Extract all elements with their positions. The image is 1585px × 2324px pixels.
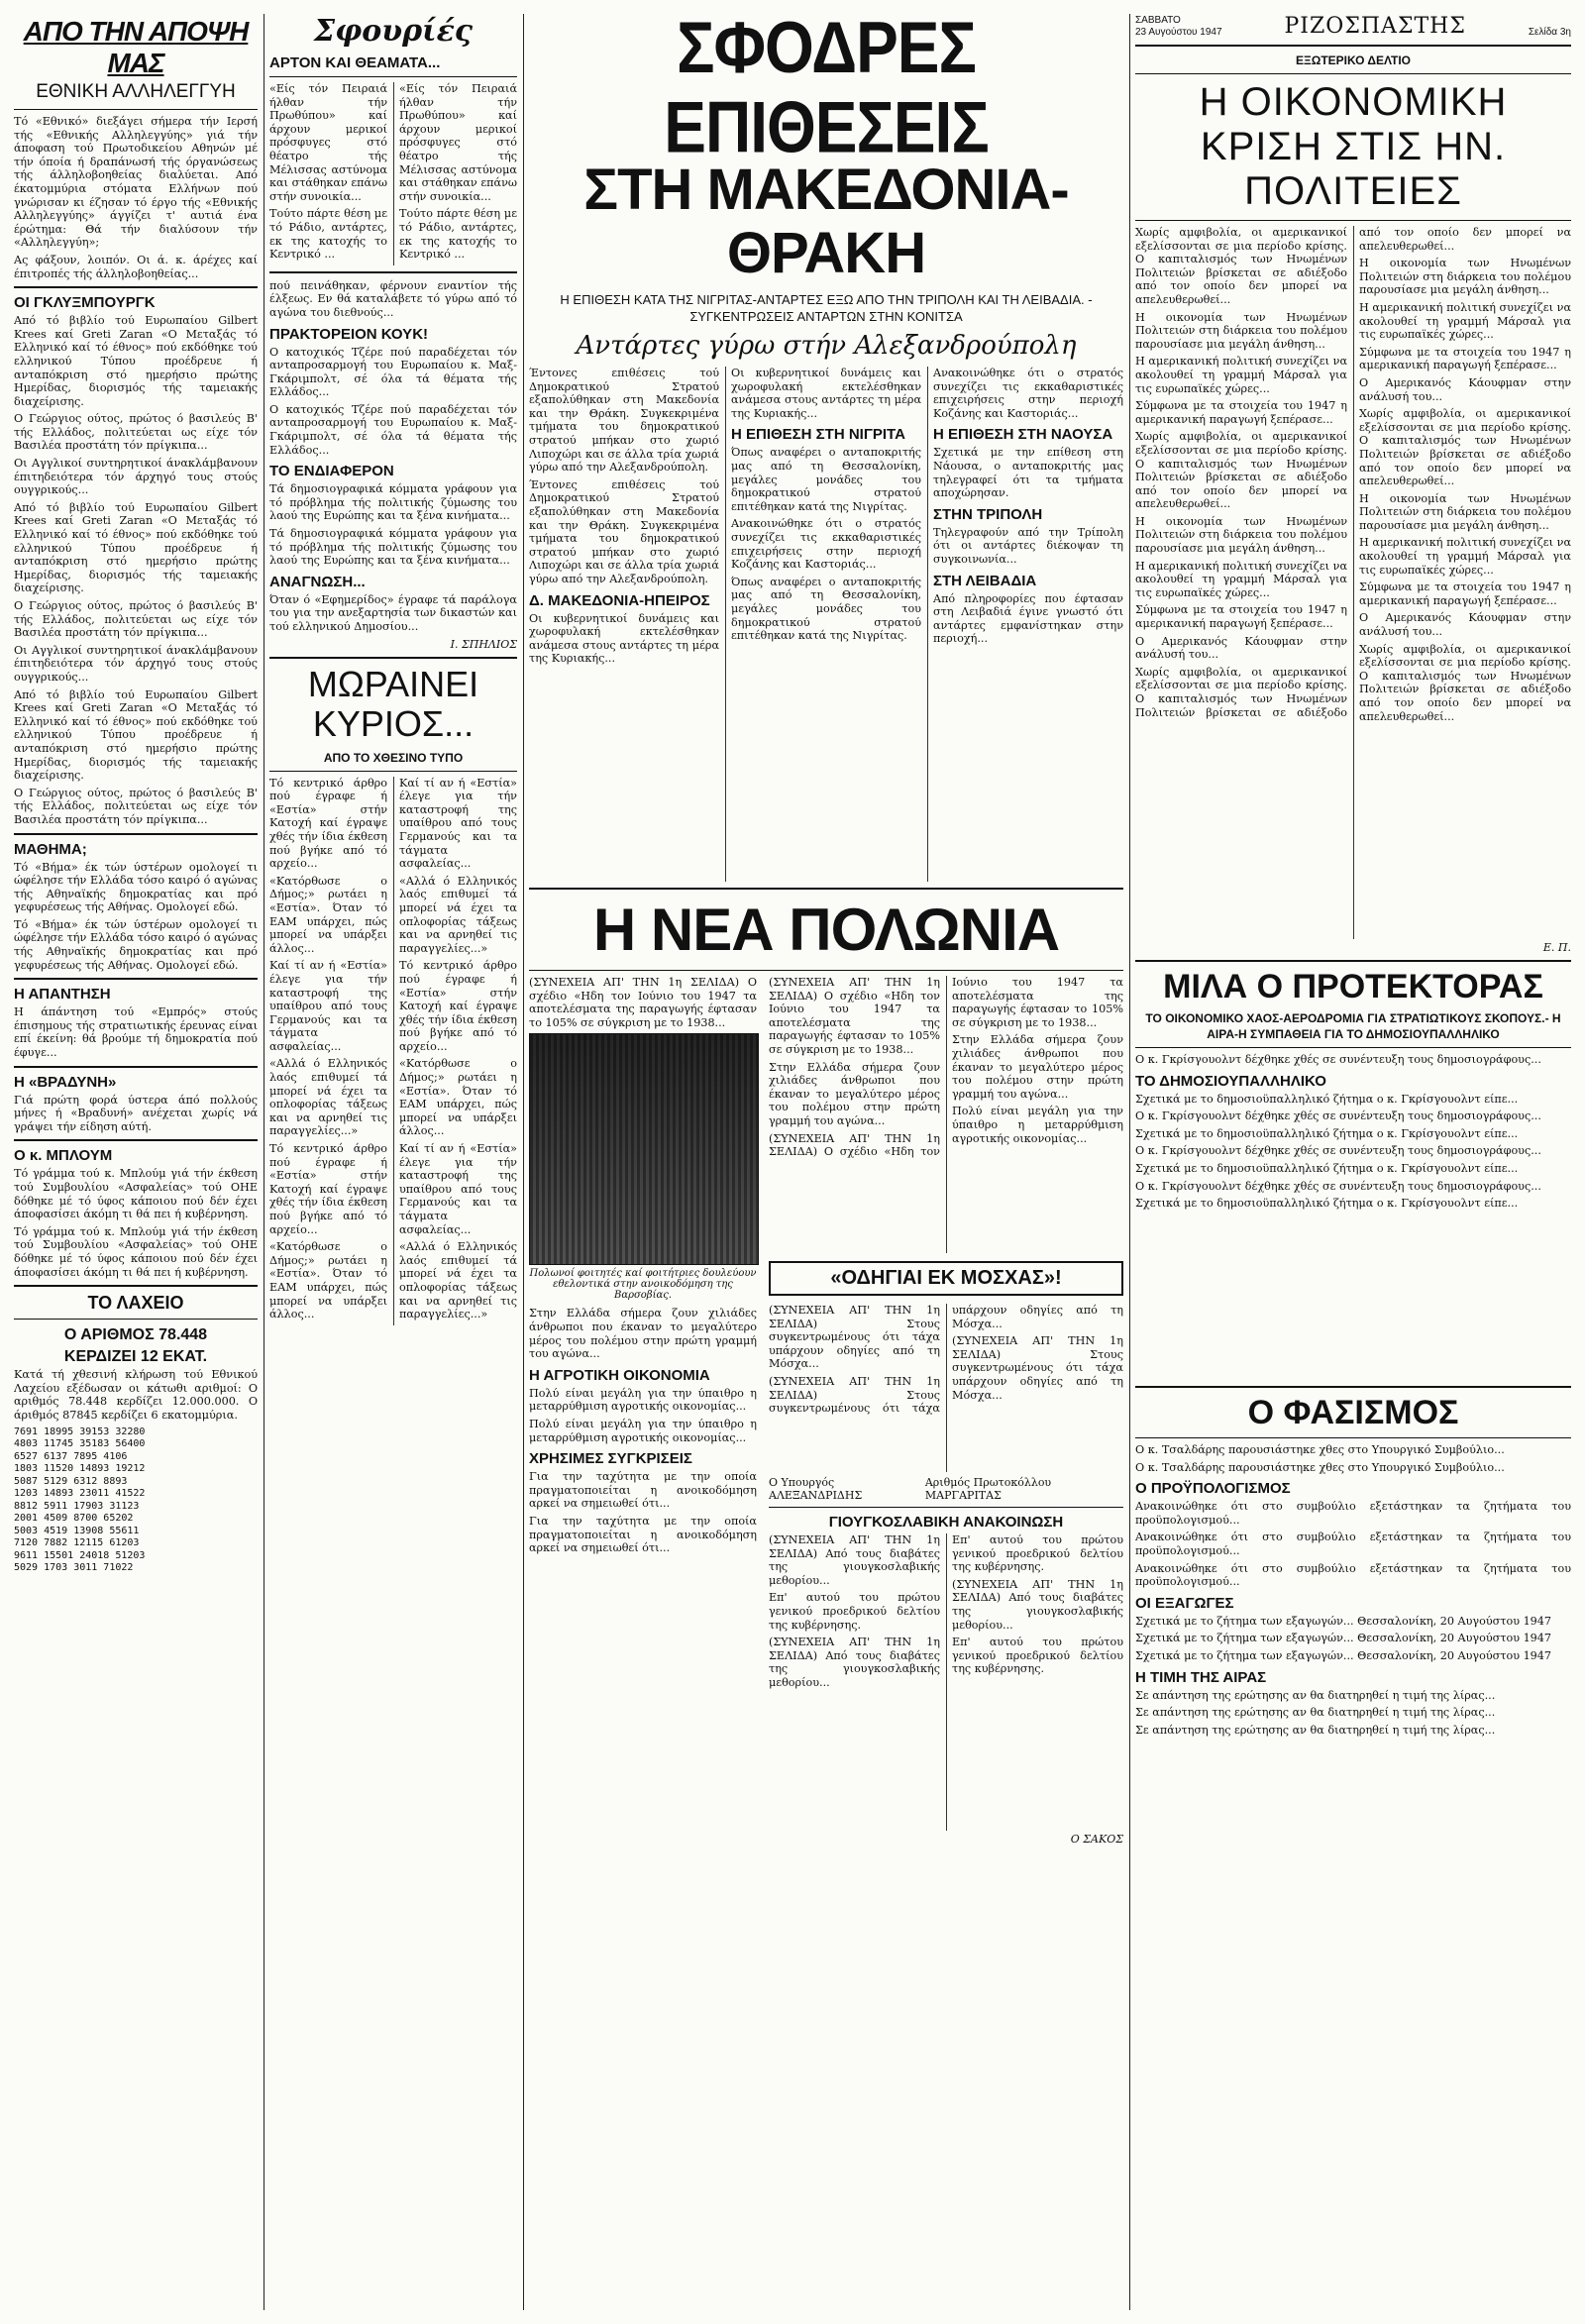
paragraph: (ΣΥΝΕΧΕΙΑ ΑΠ' ΤΗΝ 1η ΣΕΛΙΔΑ) Από τους διαβάτες της γιουγκοσλαβικής μεθορίου...	[769, 1636, 940, 1689]
section-heading: ΣΤΗ ΛΕΙΒΑΔΙΑ	[933, 572, 1037, 589]
masthead	[1135, 14, 1571, 39]
paragraph: Κατά τή χθεσινή κλήρωση τού Εθνικού Λαχείου εξέδωσαν οι κάτωθι αριθμοί: Ο αριθμός 78.448 κερδίζει 12.000.000. Ο άριθμός 87845 κερδίζει 6 εκατομμύρια.	[14, 1368, 258, 1422]
section-heading: ΑΡΤΟΝ ΚΑΙ ΘΕΑΜΑΤΑ...	[269, 54, 441, 71]
paragraph: Σε απάντηση της ερώτησης αν θα διατηρηθεί η τιμή της λίρας...	[1135, 1723, 1496, 1737]
paragraph: Ας φάξουν, λοιπόν. Οι ά. κ. άρέχες καί έπιτροπές τής άλληλοβοηθείας...	[14, 253, 258, 280]
paragraph: Όπως αναφέρει ο ανταποκριτής μας από τη Θεσσαλονίκη, μεγάλες μονάδες του δημοκρατικού στρατού επιτέθηκαν κατά της Νιγρίτας.	[731, 446, 921, 513]
section-label: ΕΞΩΤΕΡΙΚΟ ΔΕΛΤΙΟ	[1296, 53, 1411, 67]
lottery-prize: ΚΕΡΔΙΖΕΙ 12 ΕΚΑΤ.	[63, 1348, 208, 1366]
paragraph: Χωρίς αμφιβολία, οι αμερικανικοί εξελίσσονται σε μια περίοδο κρίσης. Ο καπιταλισμός των Ηνωμένων Πολιτειών βρίσκεται σε αδιέξοδο από τον οποίο δεν μπορεί να απελευθερωθεί...	[1359, 407, 1571, 488]
main-headline: ΣΦΟΔΡΕΣ ΕΠΙΘΕΣΕΙΣ	[664, 14, 989, 168]
paragraph: Πολύ είναι μεγάλη για την ύπαιθρο η μεταρρύθμιση αγροτικής οικονομίας...	[529, 1386, 757, 1414]
section-heading: ΤΟ ΕΝΔΙΑΦΕΡΟΝ	[269, 463, 394, 480]
section-heading: ΧΡΗΣΙΜΕΣ ΣΥΓΚΡΙΣΕΙΣ	[529, 1450, 692, 1468]
paragraph: Όταν ό «Εφημερίδος» έγραφε τά παράλογα του για την ανεξαρτησία των δικαστών και τού ελληνικού Δημοσίου...	[269, 592, 517, 633]
paragraph: Τηλεγραφούν από την Τρίπολη ότι οι αντάρτες διέκοψαν τη συγκοινωνία...	[933, 525, 1123, 566]
paragraph: «Αλλά ό Ελληνικός λαός επιθυμεί τά μπορεί νά έχει τα οπλοφορίας τάξεως και να αρνηθεί τις παραγγελίες...»	[399, 1240, 517, 1321]
paragraph: Ο κ. Γκρίσγουολντ δέχθηκε χθές σε συνέντευξη τους δημοσιογράφους...	[1135, 1053, 1541, 1066]
paragraph: (ΣΥΝΕΧΕΙΑ ΑΠ' ΤΗΝ 1η ΣΕΛΙΔΑ) Στους συγκεντρωμένους ότι τάχα υπάρχουν οδηγίες από τη Μόσχα...	[769, 1304, 1123, 1416]
paragraph: Οι Αγγλικοί συντηρητικοί άνακλάμβανουν έπιτηδειότερα τόν άρχηγό τους στούς ουγγρικούς...	[14, 457, 258, 497]
paragraph: Ο Γεώργιος ούτος, πρώτος ό βασιλεύς Β' τής Ελλάδος, πολιτεύεται ως είχε τόν Βασιλέα προστάτη τόν πρίγκιπα...	[14, 599, 258, 640]
paragraph: Σχετικά με την επίθεση στη Νάουσα, ο ανταποκριτής μας τηλεγραφεί ότι τα τμήματα αποχώρησαν.	[933, 446, 1123, 500]
paragraph: (ΣΥΝΕΧΕΙΑ ΑΠ' ΤΗΝ 1η ΣΕΛΙΔΑ) Ο σχέδιο «Ηδη τον Ιούνιο του 1947 τα αποτελέσματα της παραγωγής έφτασαν το 105% σε σύγκριση με το 1938...	[769, 976, 1123, 1159]
lottery-heading: ΤΟ ΛΑΧΕΙΟ	[87, 1293, 184, 1314]
paragraph: «Αλλά ό Ελληνικός λαός επιθυμεί τά μπορεί νά έχει τα οπλοφορίας τάξεως και να αρνηθεί τις παραγγελίες...»	[269, 1057, 387, 1138]
paragraph: Ο κατοχικός Τζέρε πού παραδέχεται τόν ανταπροσαρμογή του Ευρωπαίου κ. Μαξ-Γκάριμπολτ, σέ όλα τά θέματα τής Ελλάδος...	[269, 345, 517, 399]
section-heading: Η ΕΠΙΘΕΣΗ ΣΤΗ ΝΙΓΡΙΤΑ	[731, 426, 905, 444]
section-heading: ΟΙ ΓΚΛΥΞΜΠΟΥΡΓΚ	[14, 294, 156, 312]
paragraph: Τό γράμμα τού κ. Μπλούμ γιά τήν έκθεση τού Συμβουλίου «Ασφαλείας» τού ΟΗΕ δόθηκε μέ τό ύφος κάποιου πού δέν έχει άποφασίσει άκόμη τι θά πει ή κυβέρνηση.	[14, 1167, 258, 1221]
paragraph: Ο Αμερικανός Κάουφμαν στην ανάλυσή του...	[1359, 611, 1571, 639]
paragraph: Σχετικά με το δημοσιοϋπαλληλικό ζήτημα ο κ. Γκρίσγουολντ είπε...	[1135, 1161, 1519, 1175]
masthead-title: ΡΙΖΟΣΠΑΣΤΗΣ	[1284, 14, 1466, 39]
section-heading: ΜΑΘΗΜΑ;	[14, 840, 87, 858]
paragraph: Η αμερικανική πολιτική συνεχίζει να ακολουθεί τη γραμμή Μάρσαλ για τις ευρωπαϊκές χώρες...	[1359, 300, 1571, 342]
column-editorial	[14, 14, 258, 2310]
paragraph: Ο κ. Τσαλδάρης παρουσιάστηκε χθες στο Υπουργικό Συμβούλιο...	[1135, 1460, 1505, 1474]
lottery-number-table: 7691 18995 39153 32280 4803 11745 35183 56400 6527 6137 7895 4106 1803 11520 14893 19212 5087 5129 6312 8893 1203 14893 23011 41522 8812 5911 17903 31123 2001 4509 8700 65202 5003 4519 13908 55611 7120 7882 12115 61203 9611 15501 24018 51203 5029 1703 3011 71022	[14, 1426, 146, 1574]
headline-protector: ΜΙΛΑ Ο ΠΡΟΤΕΚΤΟΡΑΣ	[1163, 968, 1543, 1005]
paragraph: Η οικονομία των Ηνωμένων Πολιτειών στη διάρκεια του πολέμου παρουσίασε μια μεγάλη άνθηση...	[1359, 257, 1571, 297]
column-commentary	[269, 14, 517, 2310]
paragraph: «Αλλά ό Ελληνικός λαός επιθυμεί τά μπορεί νά έχει τα οπλοφορίας τάξεως και να αρνηθεί τις παραγγελίες...»	[399, 874, 517, 955]
paragraph: Τά δημοσιογραφικά κόμματα γράφουν για τό πρόβλημα τής πολιτικής ζύμωσης του λαού της Ευρώπης και τα ξένα κινήματα...	[269, 482, 517, 523]
paragraph: Τούτο πάρτε θέση με τό Ράδιο, αντάρτες, εκ της κατοχής το Κεντρικό ...	[269, 207, 387, 262]
paragraph: «Κατόρθωσε ο Δήμος;» ρωτάει η «Εστία». Όταν τό ΕΑΜ υπάρχει, πώς μπορεί να υπάρξει άλλος...	[269, 1240, 387, 1321]
paragraph: Τό «Βήμα» έκ τών ύστέρων ομολογεί τι ώφέλησε τήν Ελλάδα τόσο καιρό ό αγώνας τής Αθηναϊκής δημοκρατίας και πρό γεφυρέσεως τής Αθήνας. Ομολογεί εδώ.	[14, 917, 258, 972]
masthead-date: 23 Αυγούστου 1947	[1135, 27, 1222, 38]
paragraph: «Είς τόν Πειραιά ήλθαν τήν Πρωθύπου» καί άρχουν μερικοί πρόσφυγες στό θέατρο τής Μέλισσας αστύνομα και στάθηκαν επάνω στήν συνοικία...	[399, 82, 517, 203]
paragraph: Η οικονομία των Ηνωμένων Πολιτειών στη διάρκεια του πολέμου παρουσίασε μια μεγάλη άνθηση...	[1135, 514, 1347, 556]
paragraph: (ΣΥΝΕΧΕΙΑ ΑΠ' ΤΗΝ 1η ΣΕΛΙΔΑ) Ο σχέδιο «Ηδη τον Ιούνιο του 1947 τα αποτελέσματα της παραγωγής έφτασαν το 105% σε σύγκριση με το 1938...	[769, 976, 940, 1056]
masthead-page: Σελίδα 3η	[1528, 27, 1571, 38]
paragraph: Η οικονομία των Ηνωμένων Πολιτειών στη διάρκεια του πολέμου παρουσίασε μια μεγάλη άνθηση...	[1135, 310, 1347, 351]
section-heading: ΤΟ ΔΗΜΟΣΙΟΥΠΑΛΛΗΛΙΚΟ	[1135, 1072, 1326, 1090]
paragraph: Από τό βιβλίο τού Ευρωπαίου Gilbert Krees καί Greti Zaran «Ο Μεταξάς τό Ελληνικό καί τό έθνος» πού εκδόθηκε τού ελληνικού Τύπου προέδρευε ή ανταπόκριση στό ημερήσιο πρώτης Ημερίδας, διορισμός τής ταμειακής διαχείρισης.	[14, 500, 258, 595]
main-headline-line2: ΣΤΗ ΜΑΚΕΔΟΝΙΑ-ΘΡΑΚΗ	[583, 158, 1069, 285]
signature-minister: Ο Υπουργός ΑΛΕΞΑΝΔΡΙΔΗΣ	[769, 1476, 863, 1502]
paragraph: Η αμερικανική πολιτική συνεχίζει να ακολουθεί τη γραμμή Μάρσαλ για τις ευρωπαϊκές χώρες...	[1359, 536, 1571, 577]
paragraph: Σχετικά με το δημοσιοϋπαλληλικό ζήτημα ο κ. Γκρίσγουολντ είπε...	[1135, 1092, 1519, 1106]
paragraph: Έντονες επιθέσεις τού Δημοκρατικού Στρατού εξαπολύθηκαν στη Μακεδονία και την Θράκη. Συγκεκριμένα τμήματα του δημοκρατικού στρατού μπήκαν στο χωριό Λιποχώρι και σε άλλα τρία χωριά γύρω από την Αλεξανδρούπολη.	[529, 477, 719, 585]
paragraph: Ο Αμερικανός Κάουφμαν στην ανάλυσή του...	[1135, 634, 1347, 662]
boxed-headline-moscow: «ΟΔΗΓΙΑΙ ΕΚ ΜΟΣΧΑΣ»!	[769, 1261, 1123, 1296]
paragraph: Σύμφωνα με τα στοιχεία του 1947 η αμερικανική παραγωγή ξεπέρασε...	[1359, 345, 1571, 372]
paragraph: «Είς τόν Πειραιά ήλθαν τήν Πρωθύπου» καί άρχουν μερικοί πρόσφυγες στό θέατρο τής Μέλισσας αστύνομα και στάθηκαν επάνω στήν συνοικία...	[269, 82, 387, 203]
paragraph: πού πεινάθηκαν, φέρνουν εναντίον τής έλξεως. Εν θά καταλάβετε τό γύρω από τό αγώνα του διεθνούς...	[269, 278, 517, 319]
paragraph: Καί τί αν ή «Εστία» έλεγε για τήν καταστροφή της υπαίθρου από τους Γερμανούς και τα τάγματα ασφαλείας...	[399, 1142, 517, 1236]
paragraph: Τό κεντρικό άρθρο πού έγραφε ή «Εστία» στήν Κατοχή καί έγραψε χθές τήν ίδια έκθεση πού βγήκε από τό αρχείο...	[399, 959, 517, 1053]
paragraph: Επ' αυτού του πρώτου γενικού προεδρικού δελτίου της κυβέρνησης.	[952, 1533, 1123, 1574]
paragraph: Ο κ. Γκρίσγουολντ δέχθηκε χθές σε συνέντευξη τους δημοσιογράφους...	[1135, 1144, 1541, 1158]
section-heading: Ο ΠΡΟΫΠΟΛΟΓΙΣΜΟΣ	[1135, 1480, 1291, 1498]
section-heading: Η «ΒΡΑΔΥΝΗ»	[14, 1073, 117, 1091]
paragraph: Έντονες επιθέσεις τού Δημοκρατικού Στρατού εξαπολύθηκαν στη Μακεδονία και την Θράκη. Συγκεκριμένα τμήματα του δημοκρατικού στρατού μπήκαν στο χωριό Λιποχώρι και σε άλλα τρία χωριά γύρω από την Αλεξανδρούπολη.	[529, 367, 719, 475]
paragraph: Πολύ είναι μεγάλη για την ύπαιθρο η μεταρρύθμιση αγροτικής οικονομίας...	[529, 1417, 757, 1444]
paragraph: Για την ταχύτητα με την οποία πραγματοποιείται η ανοικοδόμηση αρκεί να σημειωθεί ότι...	[529, 1514, 757, 1555]
paragraph: Ο κ. Τσαλδάρης παρουσιάστηκε χθες στο Υπουργικό Συμβούλιο...	[1135, 1443, 1505, 1456]
paragraph: Τό γράμμα τού κ. Μπλούμ γιά τήν έκθεση τού Συμβουλίου «Ασφαλείας» τού ΟΗΕ δόθηκε μέ τό ύφος κάποιου πού δέν έχει άποφασίσει άκόμη τι θά πει ή κυβέρνηση.	[14, 1224, 258, 1279]
paragraph: Ανακοινώθηκε ότι ο στρατός συνεχίζει τις εκκαθαριστικές επιχειρήσεις στην περιοχή Κοζάνης και Καστοριάς...	[731, 517, 921, 572]
paragraph: Σύμφωνα με τα στοιχεία του 1947 η αμερικανική παραγωγή ξεπέρασε...	[1135, 399, 1347, 426]
paragraph: Ο Αμερικανός Κάουφμαν στην ανάλυσή του...	[1359, 375, 1571, 403]
section-heading: ΠΡΑΚΤΟΡΕΙΟΝ ΚΟΥΚ!	[269, 325, 429, 343]
paragraph: Σύμφωνα με τα στοιχεία του 1947 η αμερικανική παραγωγή ξεπέρασε...	[1359, 581, 1571, 607]
paragraph: Σχετικά με το ζήτημα των εξαγωγών... Θεσσαλονίκη, 20 Αυγούστου 1947	[1135, 1648, 1552, 1662]
paragraph: Σχετικά με το δημοσιοϋπαλληλικό ζήτημα ο κ. Γκρίσγουολντ είπε...	[1135, 1126, 1519, 1140]
section-heading: ΑΝΑΓΝΩΣΗ...	[269, 573, 366, 590]
paragraph: Πολύ είναι μεγάλη για την ύπαιθρο η μεταρρύθμιση αγροτικής οικονομίας...	[952, 1105, 1123, 1145]
paragraph: Χωρίς αμφιβολία, οι αμερικανικοί εξελίσσονται σε μια περίοδο κρίσης. Ο καπιταλισμός των Ηνωμένων Πολιτειών βρίσκεται σε αδιέξοδο από τον οποίο δεν μπορεί να απελευθερωθεί...	[1135, 226, 1571, 719]
section-heading: ΣΤΗΝ ΤΡΙΠΟΛΗ	[933, 505, 1043, 523]
paragraph: Οι κυβερνητικοί δυνάμεις και χωροφυλακή εκτελέσθηκαν ανάμεσα στους αντάρτες τη μέρα της Κυριακής...	[529, 611, 719, 666]
headline-poland: Η ΝΕΑ ΠΟΛΩΝΙΑ	[592, 897, 1060, 963]
paragraph: (ΣΥΝΕΧΕΙΑ ΑΠ' ΤΗΝ 1η ΣΕΛΙΔΑ) Στους συγκεντρωμένους ότι τάχα υπάρχουν οδηγίες από τη Μόσχα...	[769, 1304, 940, 1371]
headline-subtitle: ΑΠΟ ΤΟ ΧΘΕΣΙΝΟ ΤΥΠΟ	[323, 750, 464, 765]
paragraph: (ΣΥΝΕΧΕΙΑ ΑΠ' ΤΗΝ 1η ΣΕΛΙΔΑ) Στους συγκεντρωμένους ότι τάχα υπάρχουν οδηγίες από τη Μόσχα...	[952, 1334, 1123, 1402]
editorial-subtitle: ΕΘΝΙΚΗ ΑΛΛΗΛΕΓΓΥΗ	[36, 81, 236, 102]
column-main-news	[529, 14, 1123, 2310]
paragraph: Επ' αυτού του πρώτου γενικού προεδρικού δελτίου της κυβέρνησης.	[769, 1591, 940, 1632]
paragraph: Ο κ. Γκρίσγουολντ δέχθηκε χθές σε συνέντευξη τους δημοσιογράφους...	[1135, 1109, 1541, 1123]
paragraph: (ΣΥΝΕΧΕΙΑ ΑΠ' ΤΗΝ 1η ΣΕΛΙΔΑ) Από τους διαβάτες της γιουγκοσλαβικής μεθορίου...	[952, 1577, 1123, 1632]
paragraph: «Κατόρθωσε ο Δήμος;» ρωτάει η «Εστία». Όταν τό ΕΑΜ υπάρχει, πώς μπορεί να υπάρξει άλλος...	[269, 874, 387, 955]
paragraph: Οι Αγγλικοί συντηρητικοί άνακλάμβανουν έπιτηδειότερα τόν άρχηγό τους στούς ουγγρικούς...	[14, 643, 258, 684]
paragraph: Ο Γεώργιος ούτος, πρώτος ό βασιλεύς Β' τής Ελλάδος, πολιτεύεται ως είχε τόν Βασιλέα προστάτη τόν πρίγκιπα...	[14, 412, 258, 453]
paragraph: Σε απάντηση της ερώτησης αν θα διατηρηθεί η τιμή της λίρας...	[1135, 1706, 1496, 1720]
paragraph: Σχετικά με το ζήτημα των εξαγωγών... Θεσσαλονίκη, 20 Αυγούστου 1947	[1135, 1614, 1552, 1628]
column-script-title: Σφουρίές	[313, 14, 474, 49]
paragraph: Όπως αναφέρει ο ανταποκριτής μας από τη Θεσσαλονίκη, μεγάλες μονάδες του δημοκρατικού στρατού επιτέθηκαν κατά της Νιγρίτας.	[731, 575, 921, 643]
section-heading: Η ΑΓΡΟΤΙΚΗ ΟΙΚΟΝΟΜΙΑ	[529, 1366, 710, 1384]
paragraph: Στην Ελλάδα σήμερα ζουν χιλιάδες άνθρωποι που έκαναν το μεγαλύτερο μέρος του πολέμου στην πρώτη γραμμή του αγώνα...	[769, 1060, 940, 1127]
paragraph: Γιά πρώτη φορά ύστερα άπό πολλούς μήνες ή «Βραδυνή» ανέχεται χωρίς νά γράψει τήν είδηση αύτή.	[14, 1093, 258, 1133]
paragraph: Χωρίς αμφιβολία, οι αμερικανικοί εξελίσσονται σε μια περίοδο κρίσης. Ο καπιταλισμός των Ηνωμένων Πολιτειών βρίσκεται σε αδιέξοδο από τον οποίο δεν μπορεί να απελευθερωθεί...	[1135, 226, 1347, 306]
paragraph: Από τό βιβλίο τού Ευρωπαίου Gilbert Krees καί Greti Zaran «Ο Μεταξάς τό Ελληνικό καί τό έθνος» πού εκδόθηκε τού ελληνικού Τύπου προέδρευε ή ανταπόκριση στό ημερήσιο πρώτης Ημερίδας, διορισμός τής ταμειακής διαχείρισης.	[14, 687, 258, 783]
paragraph: (ΣΥΝΕΧΕΙΑ ΑΠ' ΤΗΝ 1η ΣΕΛΙΔΑ) Από τους διαβάτες της γιουγκοσλαβικής μεθορίου...	[769, 1533, 940, 1587]
news-photo-warsaw	[529, 1033, 759, 1265]
paragraph: (ΣΥΝΕΧΕΙΑ ΑΠ' ΤΗΝ 1η ΣΕΛΙΔΑ) Ο σχέδιο «Ηδη τον Ιούνιο του 1947 τα αποτελέσματα της παραγωγής έφτασαν το 105% σε σύγκριση με το 1938...	[529, 976, 757, 1029]
paragraph: Επ' αυτού του πρώτου γενικού προεδρικού δελτίου της κυβέρνησης.	[952, 1636, 1123, 1676]
paragraph: Ο κατοχικός Τζέρε πού παραδέχεται τόν ανταπροσαρμογή του Ευρωπαίου κ. Μαξ-Γκάριμπολτ, σέ όλα τά θέματα τής Ελλάδος...	[269, 402, 517, 457]
main-deck: Η ΕΠΙΘΕΣΗ ΚΑΤΑ ΤΗΣ ΝΙΓΡΙΤΑΣ-ΑΝΤΑΡΤΕΣ ΕΞΩ ΑΠΟ ΤΗΝ ΤΡΙΠΟΛΗ ΚΑΙ ΤΗ ΛΕΙΒΑΔΙΑ. - ΣΥΓΚΕΝΤΡΩΣΕΙΣ ΑΝΤΑΡΤΩΝ ΣΤΗΝ ΚΟΝΙΤΣΑ	[560, 292, 1093, 324]
paragraph: Τούτο πάρτε θέση με τό Ράδιο, αντάρτες, εκ της κατοχής το Κεντρικό ...	[399, 207, 517, 262]
newspaper-page	[14, 14, 1571, 2310]
signature-protocol: Αριθμός Πρωτοκόλλου ΜΑΡΓΑΡΙΤΑΣ	[924, 1476, 1052, 1502]
paragraph: Καί τί αν ή «Εστία» έλεγε για τήν καταστροφή της υπαίθρου από τους Γερμανούς και τα τάγματα ασφαλείας...	[269, 959, 387, 1053]
paragraph: Η άπάντηση τού «Εμπρός» στούς έπισημους τής στρατιωτικής έρευνας είναι επί έκείνη: θά βρούμε τή δημοκρατία πού έφυγε...	[14, 1005, 258, 1060]
paragraph: Ανακοινώθηκε ότι ο στρατός συνεχίζει τις εκκαθαριστικές επιχειρήσεις στην περιοχή Κοζάνης και Καστοριάς...	[933, 367, 1123, 420]
headline-fascism: Ο ΦΑΣΙΣΜΟΣ	[1247, 1394, 1459, 1431]
photo-caption: Πολωνοί φοιτητές καί φοιτήτριες δουλεύουν εθελοντικά στην ανοικοδόμηση της Βαρσοβίας.	[529, 1268, 757, 1302]
paragraph: Σε απάντηση της ερώτησης αν θα διατηρηθεί η τιμή της λίρας...	[1135, 1688, 1496, 1702]
paragraph: Ο Γεώργιος ούτος, πρώτος ό βασιλεύς Β' τής Ελλάδος, πολιτεύεται ως είχε τόν Βασιλέα προστάτη τόν πρίγκιπα...	[14, 786, 258, 826]
paragraph: Τό «Βήμα» έκ τών ύστέρων ομολογεί τι ώφέλησε τήν Ελλάδα τόσο καιρό ό αγώνας τής Αθηναϊκής δημοκρατίας και πρό γεφυρέσεως τής Αθήνας. Ομολογεί εδώ.	[14, 860, 258, 914]
paragraph: Οι κυβερνητικοί δυνάμεις και χωροφυλακή εκτελέσθηκαν ανάμεσα στους αντάρτες τη μέρα της Κυριακής...	[731, 367, 921, 420]
paragraph: Χωρίς αμφιβολία, οι αμερικανικοί εξελίσσονται σε μια περίοδο κρίσης. Ο καπιταλισμός των Ηνωμένων Πολιτειών βρίσκεται σε αδιέξοδο από τον οποίο δεν μπορεί να απελευθερωθεί...	[1359, 642, 1571, 723]
paragraph: Η αμερικανική πολιτική συνεχίζει να ακολουθεί τη γραμμή Μάρσαλ για τις ευρωπαϊκές χώρες...	[1135, 559, 1347, 599]
section-heading: Η ΑΠΑΝΤΗΣΗ	[14, 986, 111, 1004]
section-heading: ΟΙ ΕΞΑΓΩΓΕΣ	[1135, 1594, 1234, 1612]
paragraph: Ανακοινώθηκε ότι στο συμβούλιο εξετάστηκαν τα ζητήματα του προϋπολογισμού...	[1135, 1500, 1571, 1527]
byline: Ε. Π.	[1542, 941, 1571, 954]
headline-subtitle: ΤΟ ΟΙΚΟΝΟΜΙΚΟ ΧΑΟΣ-ΑΕΡΟΔΡΟΜΙΑ ΓΙΑ ΣΤΡΑΤΙΩΤΙΚΟΥΣ ΣΚΟΠΟΥΣ.- Η ΑΙΡΑ-Η ΣΥΜΠΑΘΕΙΑ ΓΙΑ ΤΟ ΔΗΜΟΣΙΟΥΠΑΛΛΗΛΙΚΟ	[1145, 1011, 1561, 1041]
paragraph: Η αμερικανική πολιτική συνεχίζει να ακολουθεί τη γραμμή Μάρσαλ για τις ευρωπαϊκές χώρες...	[1135, 355, 1347, 395]
masthead-day: ΣΑΒΒΑΤΟ	[1135, 15, 1181, 26]
headline-economic-crisis: Η ΟΙΚΟΝΟΜΙΚΗ ΚΡΙΣΗ ΣΤΙΣ ΗΝ. ΠΟΛΙΤΕΙΕΣ	[1199, 80, 1508, 213]
column-foreign	[1135, 14, 1571, 2310]
paragraph: Στην Ελλάδα σήμερα ζουν χιλιάδες άνθρωποι που έκαναν το μεγαλύτερο μέρος του πολέμου στην πρώτη γραμμή του αγώνα...	[529, 1307, 757, 1361]
byline: Ι. ΣΠΗΛΙΟΣ	[450, 637, 517, 651]
editorial-kicker: ΑΠΟ ΤΗΝ ΑΠΟΨΗ ΜΑΣ	[23, 16, 249, 78]
paragraph: Η οικονομία των Ηνωμένων Πολιτειών στη διάρκεια του πολέμου παρουσίασε μια μεγάλη άνθηση...	[1359, 491, 1571, 532]
paragraph: Ο κ. Γκρίσγουολντ δέχθηκε χθές σε συνέντευξη τους δημοσιογράφους...	[1135, 1179, 1541, 1193]
section-heading: Δ. ΜΑΚΕΔΟΝΙΑ-ΗΠΕΙΡΟΣ	[529, 591, 710, 609]
paragraph: Σχετικά με το δημοσιοϋπαλληλικό ζήτημα ο κ. Γκρίσγουολντ είπε...	[1135, 1197, 1519, 1211]
paragraph: Τά δημοσιογραφικά κόμματα γράφουν για τό πρόβλημα τής πολιτικής ζύμωσης του λαού της Ευρώπης και τα ξένα κινήματα...	[269, 527, 517, 568]
paragraph: Καί τί αν ή «Εστία» έλεγε για τήν καταστροφή της υπαίθρου από τους Γερμανούς και τα τάγματα ασφαλείας...	[399, 776, 517, 871]
lottery-winning-number: Ο ΑΡΙΘΜΟΣ 78.448	[63, 1326, 208, 1344]
paragraph: Τό κεντρικό άρθρο πού έγραφε ή «Εστία» στήν Κατοχή καί έγραψε χθές τήν ίδια έκθεση πού βγήκε από τό αρχείο...	[269, 776, 387, 871]
paragraph: «Κατόρθωσε ο Δήμος;» ρωτάει η «Εστία». Όταν τό ΕΑΜ υπάρχει, πώς μπορεί να υπάρξει άλλος...	[399, 1057, 517, 1138]
paragraph: Σχετικά με το ζήτημα των εξαγωγών... Θεσσαλονίκη, 20 Αυγούστου 1947	[1135, 1632, 1552, 1645]
paragraph: Σύμφωνα με τα στοιχεία του 1947 η αμερικανική παραγωγή ξεπέρασε...	[1135, 603, 1347, 631]
paragraph: Τό κεντρικό άρθρο πού έγραφε ή «Εστία» στήν Κατοχή καί έγραψε χθές τήν ίδια έκθεση πού βγήκε από τό αρχείο...	[269, 1142, 387, 1236]
paragraph: Στην Ελλάδα σήμερα ζουν χιλιάδες άνθρωποι που έκαναν το μεγαλύτερο μέρος του πολέμου στην πρώτη γραμμή του αγώνα...	[952, 1033, 1123, 1101]
main-deck-italic: Αντάρτες γύρω στήν Αλεξανδρούπολη	[576, 331, 1077, 361]
paragraph: Από τό βιβλίο τού Ευρωπαίου Gilbert Krees καί Greti Zaran «Ο Μεταξάς τό Ελληνικό καί τό έθνος» πού εκδόθηκε τού ελληνικού Τύπου προέδρευε ή ανταπόκριση στό ημερήσιο πρώτης Ημερίδας, διορισμός τής ταμειακής διαχείρισης.	[14, 314, 258, 408]
paragraph: Τό «Εθνικό» διεξάγει σήμερα τήν Ιερσή τής «Εθνικής Αλληλεγγύης» γιά τήν άποφαση τού Πρωτοδικείου Αθηνών μέ τήν όποία ή δραπάνωσή τής όργανώσεως τής άλληλοβοηθείας διαλύεται. Από έκατομμύρια στόματα Ελλήνων πού γνώρισαν κι έζησαν τό έργο τής «Εθνικής Αλληλεγγύης» άγγίζει τ' αυτιά ένα έρώτημα: Θά τήν διαλύσουν τήν «Αλληλεγγύη»;	[14, 115, 258, 250]
headline-moraine: ΜΩΡΑΙΝΕΙ ΚΥΡΙΟΣ...	[307, 663, 479, 744]
paragraph: Ανακοινώθηκε ότι στο συμβούλιο εξετάστηκαν τα ζητήματα του προϋπολογισμού...	[1135, 1531, 1571, 1557]
paragraph: Χωρίς αμφιβολία, οι αμερικανικοί εξελίσσονται σε μια περίοδο κρίσης. Ο καπιταλισμός των Ηνωμένων Πολιτειών βρίσκεται σε αδιέξοδο από τον οποίο δεν μπορεί να απελευθερωθεί...	[1135, 430, 1347, 511]
headline-yugoslav: ΓΙΟΥΓΚΟΣΛΑΒΙΚΗ ΑΝΑΚΟΙΝΩΣΗ	[828, 1514, 1064, 1531]
paragraph: Ανακοινώθηκε ότι στο συμβούλιο εξετάστηκαν τα ζητήματα του προϋπολογισμού...	[1135, 1561, 1571, 1589]
section-heading: Η ΤΙΜΗ ΤΗΣ ΑΙΡΑΣ	[1135, 1668, 1267, 1686]
paragraph: Από πληροφορίες που έφτασαν στη Λειβαδιά έγινε γνωστό ότι αντάρτες εμφανίστηκαν στην περιοχή...	[933, 591, 1123, 646]
byline: Ο ΣΑΚΟΣ	[1070, 1833, 1123, 1846]
section-heading: Η ΕΠΙΘΕΣΗ ΣΤΗ ΝΑΟΥΣΑ	[933, 426, 1113, 444]
section-heading: Ο κ. ΜΠΛΟΥΜ	[14, 1147, 113, 1165]
paragraph: Για την ταχύτητα με την οποία πραγματοποιείται η ανοικοδόμηση αρκεί να σημειωθεί ότι...	[529, 1470, 757, 1511]
